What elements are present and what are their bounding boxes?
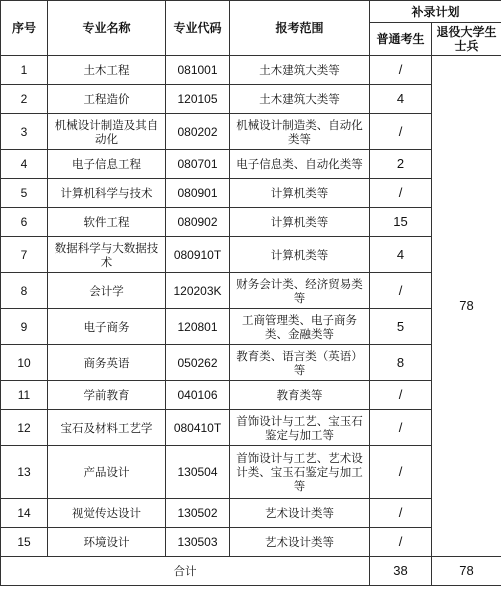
table-row xyxy=(1,410,501,446)
row-major-code-cell: 130504 xyxy=(166,446,230,499)
row-regular-plan-cell: / xyxy=(370,56,432,85)
row-regular-plan-cell: / xyxy=(370,499,432,528)
row-major-name-cell: 商务英语 xyxy=(48,345,166,381)
row-major-code-cell: 081001 xyxy=(166,56,230,85)
row-scope-cell: 财务会计类、经济贸易类等 xyxy=(230,273,370,309)
row-major-name-cell: 电子商务 xyxy=(48,309,166,345)
row-seq-cell: 9 xyxy=(1,309,48,345)
row-regular-plan-cell: 2 xyxy=(370,150,432,179)
row-major-code-cell: 050262 xyxy=(166,345,230,381)
row-regular-plan-cell: 5 xyxy=(370,309,432,345)
row-seq-cell: 7 xyxy=(1,237,48,273)
header-major-name: 专业名称 xyxy=(48,1,166,56)
table-row xyxy=(1,345,501,381)
row-major-code-cell: 130503 xyxy=(166,528,230,557)
row-scope-cell: 首饰设计与工艺、艺术设计类、宝玉石鉴定与加工等 xyxy=(230,446,370,499)
table-row xyxy=(1,114,501,150)
row-seq-cell: 15 xyxy=(1,528,48,557)
row-scope-cell: 工商管理类、电子商务类、金融类等 xyxy=(230,309,370,345)
row-seq-cell: 11 xyxy=(1,381,48,410)
row-major-name-cell: 宝石及材料工艺学 xyxy=(48,410,166,446)
row-seq-cell: 10 xyxy=(1,345,48,381)
row-major-name-cell: 数据科学与大数据技术 xyxy=(48,237,166,273)
header-scope: 报考范围 xyxy=(230,1,370,56)
row-major-name-cell: 工程造价 xyxy=(48,85,166,114)
row-major-name-cell: 视觉传达设计 xyxy=(48,499,166,528)
row-major-name-cell: 机械设计制造及其自动化 xyxy=(48,114,166,150)
row-major-name-cell: 计算机科学与技术 xyxy=(48,179,166,208)
row-scope-cell: 教育类、语言类（英语）等 xyxy=(230,345,370,381)
table-row xyxy=(1,273,501,309)
table-row xyxy=(1,56,501,85)
summary-regular-total: 38 xyxy=(370,557,432,586)
summary-veteran-total: 78 xyxy=(432,557,501,586)
row-major-name-cell: 会计学 xyxy=(48,273,166,309)
row-scope-cell: 土木建筑大类等 xyxy=(230,85,370,114)
row-scope-cell: 艺术设计类等 xyxy=(230,528,370,557)
row-seq-cell: 3 xyxy=(1,114,48,150)
row-major-code-cell: 120105 xyxy=(166,85,230,114)
row-regular-plan-cell: 15 xyxy=(370,208,432,237)
row-major-name-cell: 学前教育 xyxy=(48,381,166,410)
row-scope-cell: 计算机类等 xyxy=(230,179,370,208)
header-row xyxy=(1,1,501,23)
row-regular-plan-cell: / xyxy=(370,381,432,410)
row-major-name-cell: 土木工程 xyxy=(48,56,166,85)
row-major-code-cell: 080701 xyxy=(166,150,230,179)
header-major-code: 专业代码 xyxy=(166,1,230,56)
header-plan: 补录计划 xyxy=(370,1,501,23)
table-row xyxy=(1,381,501,410)
row-scope-cell: 土木建筑大类等 xyxy=(230,56,370,85)
row-seq-cell: 6 xyxy=(1,208,48,237)
table-row xyxy=(1,237,501,273)
row-major-name-cell: 软件工程 xyxy=(48,208,166,237)
row-regular-plan-cell: / xyxy=(370,179,432,208)
row-major-code-cell: 120801 xyxy=(166,309,230,345)
table-row xyxy=(1,179,501,208)
table-row xyxy=(1,150,501,179)
row-major-code-cell: 080410T xyxy=(166,410,230,446)
row-seq-cell: 8 xyxy=(1,273,48,309)
header-regular: 普通考生 xyxy=(370,23,432,56)
row-major-code-cell: 080901 xyxy=(166,179,230,208)
table-row xyxy=(1,446,501,499)
table-row xyxy=(1,499,501,528)
row-major-code-cell: 040106 xyxy=(166,381,230,410)
row-seq-cell: 2 xyxy=(1,85,48,114)
row-seq-cell: 1 xyxy=(1,56,48,85)
row-scope-cell: 机械设计制造类、自动化类等 xyxy=(230,114,370,150)
summary-row xyxy=(1,557,501,586)
row-major-name-cell: 产品设计 xyxy=(48,446,166,499)
row-regular-plan-cell: 8 xyxy=(370,345,432,381)
table-row xyxy=(1,85,501,114)
row-major-name-cell: 电子信息工程 xyxy=(48,150,166,179)
row-scope-cell: 计算机类等 xyxy=(230,237,370,273)
row-scope-cell: 计算机类等 xyxy=(230,208,370,237)
table-row xyxy=(1,208,501,237)
header-veteran: 退役大学生士兵 xyxy=(432,23,501,56)
row-major-code-cell: 080902 xyxy=(166,208,230,237)
row-regular-plan-cell: 4 xyxy=(370,237,432,273)
row-seq-cell: 5 xyxy=(1,179,48,208)
row-regular-plan-cell: / xyxy=(370,273,432,309)
row-seq-cell: 13 xyxy=(1,446,48,499)
row-major-code-cell: 080910T xyxy=(166,237,230,273)
row-regular-plan-cell: / xyxy=(370,528,432,557)
row-major-name-cell: 环境设计 xyxy=(48,528,166,557)
row-regular-plan-cell: / xyxy=(370,446,432,499)
row-regular-plan-cell: / xyxy=(370,410,432,446)
table-row xyxy=(1,309,501,345)
row-seq-cell: 14 xyxy=(1,499,48,528)
row-major-code-cell: 080202 xyxy=(166,114,230,150)
row-scope-cell: 电子信息类、自动化类等 xyxy=(230,150,370,179)
row-regular-plan-cell: / xyxy=(370,114,432,150)
row-seq-cell: 12 xyxy=(1,410,48,446)
row-scope-cell: 艺术设计类等 xyxy=(230,499,370,528)
row-seq-cell: 4 xyxy=(1,150,48,179)
row-major-code-cell: 130502 xyxy=(166,499,230,528)
summary-label: 合计 xyxy=(1,557,370,586)
header-seq: 序号 xyxy=(1,1,48,56)
row-scope-cell: 首饰设计与工艺、宝玉石鉴定与加工等 xyxy=(230,410,370,446)
table-row xyxy=(1,528,501,557)
row-major-code-cell: 120203K xyxy=(166,273,230,309)
veteran-plan-merged-cell: 78 xyxy=(432,56,501,557)
row-regular-plan-cell: 4 xyxy=(370,85,432,114)
row-scope-cell: 教育类等 xyxy=(230,381,370,410)
